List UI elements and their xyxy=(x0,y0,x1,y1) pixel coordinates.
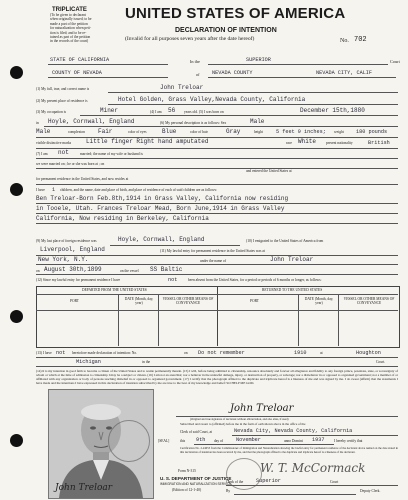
sex-value: Male xyxy=(250,118,265,125)
married-value: not xyxy=(58,149,69,156)
residence-label: (2) My present place of residence is xyxy=(36,99,88,103)
birth-date: December 15th,1880 xyxy=(300,107,365,114)
instruction-line: (To be given to declarant xyxy=(50,13,86,17)
venue-at: NEVADA COUNTY xyxy=(212,70,253,76)
entry-date: August 30th,1899 xyxy=(44,266,102,273)
certify-label: I hereby certify that xyxy=(334,439,363,443)
rule xyxy=(48,77,168,78)
venue-city: NEVADA CITY, CALIF xyxy=(316,70,373,76)
seal-stamp xyxy=(108,420,150,462)
departed-header: DEPARTED FROM THE UNITED STATES xyxy=(82,288,147,292)
venue-court-label: Court xyxy=(390,59,400,64)
travel-table xyxy=(36,286,400,348)
sex-value-repeat: Male xyxy=(36,128,51,135)
complexion-value: Fair xyxy=(98,128,113,135)
rule xyxy=(36,310,398,311)
eyes-value: Blue xyxy=(162,128,177,135)
clerk-of-label: Clerk of the xyxy=(226,480,244,484)
married-label: (7) I am xyxy=(36,152,48,156)
birth-place-label: in xyxy=(36,121,39,125)
table-col-divider xyxy=(118,294,119,346)
entered-label: and entered the United States at xyxy=(246,169,292,173)
binder-hole xyxy=(10,310,23,323)
residence-value: Hotel Golden, Grass Valley,Nevada County, California xyxy=(118,96,306,103)
children-line: California, Now residing in Berkeley, California xyxy=(36,215,209,222)
absent-suffix: been absent from the United States, for a period or periods of 6 months or longer, as follows: xyxy=(188,278,322,282)
rule xyxy=(36,264,398,265)
eyes-label: color of eyes xyxy=(128,130,147,134)
rule xyxy=(208,64,388,65)
validity-note: (Invalid for all purposes seven years after the date hereof) xyxy=(125,36,255,42)
sex-label: (6) My personal description is as follows: Sex xyxy=(160,121,227,125)
venue-county: COUNTY OF NEVADA xyxy=(52,70,102,76)
year-value: 1937 xyxy=(312,437,325,443)
service-name: IMMIGRATION AND NATURALIZATION SERVICE xyxy=(160,482,232,486)
oath-paragraph: (14) It is my intention in good faith to become a citizen of the United States and to reside permanently therein. (15) I will, before being admitted to citizenship, renounce absolutely and forever all allegiance and fidelity to any foreign prince, potentate, state, or sovereignty of whom or which at the time of admission to citizenship I may be a subject or citizen. (16) I am not an anarchist; nor a believer in the unlawful damage, injury, or destruction of property, or sabotage; nor a disbeliever in or opposed to organized government; nor a member of or affiliated with any organization or body of persons teaching disbelief in or opposed to organized government. (17) I certify that the photograph affixed to the duplicate and triplicate hereof is a likeness of me and was signed by me. I do swear (affirm) that the statements I have made and the intentions I have expressed in this declaration of intention subscribed by me are true to the best of my knowledge and belief: SO HELP ME GOD. xyxy=(36,369,398,386)
rule xyxy=(36,148,398,149)
venue-court: SUPERIOR xyxy=(246,57,271,63)
emigrated-label: (10) I emigrated to the United States of America from xyxy=(246,239,324,243)
prior-place: Houghton xyxy=(356,350,381,356)
prior-value: not xyxy=(56,350,66,356)
emigrated-from: Liverpool, England xyxy=(40,246,105,253)
rule xyxy=(36,203,398,204)
month-value: November xyxy=(236,437,261,443)
photo-signature: John Treloar xyxy=(55,483,113,493)
lawful-entry-label: (11) My lawful entry for permanent residence in the United States was at xyxy=(160,249,265,253)
height-value: 5 feet 9 inches; xyxy=(276,129,326,135)
binder-hole xyxy=(10,434,23,447)
marks-value: Little finger Right hand amputated xyxy=(86,138,209,145)
col-vessel: VESSEL OR OTHER MEANS OF CONVEYANCE xyxy=(343,297,395,305)
age-value: 56 xyxy=(168,107,176,114)
name-label: (1) My full, true, and correct name is xyxy=(36,87,90,91)
edition-note: (Edition of 12-1-40) xyxy=(172,488,202,492)
col-date: DATE (Month, day, year) xyxy=(124,297,154,305)
subscribed-text: Subscribed and sworn to (affirmed) before me in the form of oath shown above in the office of the xyxy=(180,422,306,426)
venue-in-the-label: In the xyxy=(190,59,200,64)
last-residence-label: (9) My last place of foreign residence was xyxy=(36,239,97,243)
prior-label: (13) I have xyxy=(36,351,52,355)
court-word: Court xyxy=(330,480,339,484)
table-divider xyxy=(217,286,218,346)
venue-of-label: of xyxy=(196,72,200,77)
rule xyxy=(36,184,398,185)
occupation-label: (3) My occupation is xyxy=(36,110,67,114)
instruction-line: made a part of the petition xyxy=(50,21,88,26)
rule xyxy=(36,255,398,256)
rule xyxy=(232,435,398,436)
instruction-line: in the records of the court) xyxy=(50,39,89,44)
absent-label: (12) Since my lawful entry for permanent residence I have xyxy=(36,278,121,282)
rule xyxy=(234,494,356,495)
rule xyxy=(110,245,240,246)
clerk-court-value: Superior xyxy=(256,478,281,484)
vessel-label: on the vessel xyxy=(120,269,139,273)
form-number: Form N-315 xyxy=(178,469,196,473)
anno-label: anno Domini xyxy=(284,439,303,443)
binder-hole xyxy=(10,66,23,79)
prior-date: Do not remember xyxy=(198,350,245,356)
day-of-label: day of xyxy=(214,439,224,443)
vessel-value: SS Baltic xyxy=(150,266,183,273)
rule xyxy=(36,158,398,159)
entry-name-label: under the name of xyxy=(200,259,227,263)
returned-header: RETURNED TO THE UNITED STATES xyxy=(262,288,323,292)
nationality-value: British xyxy=(368,140,390,146)
lawful-entry-at: New York, N.Y. xyxy=(38,256,89,263)
declarant-signature: John Treloar xyxy=(230,403,294,414)
binder-hole xyxy=(10,183,23,196)
married-rest: we were married on ; he or she was born at ; on xyxy=(36,162,105,166)
age-suffix: years old. (5) I was born on xyxy=(184,110,224,114)
rule xyxy=(36,168,398,169)
rule xyxy=(36,366,398,367)
col-port: PORT xyxy=(70,299,79,303)
document-subtitle: DECLARATION OF INTENTION xyxy=(175,27,277,34)
by-label: By xyxy=(226,489,231,493)
nationality-label: present nationality xyxy=(326,141,353,145)
clerk-at-value: Nevada City, Nevada County, California xyxy=(234,428,353,434)
age-label: (4) I am xyxy=(150,110,162,114)
instruction-line: when originally issued; to be xyxy=(50,17,92,22)
rule xyxy=(208,77,396,78)
col-vessel: VESSEL OR OTHER MEANS OF CONVEYANCE xyxy=(162,297,214,305)
prior-state: Michigan xyxy=(76,359,101,365)
instruction-line: tion is filed; and to be re- xyxy=(50,30,87,35)
children-line: Ben Treloar-Born Feb.8th,1914 in Grass Valley, California now residing xyxy=(36,195,289,202)
table-col-divider xyxy=(298,294,299,346)
number-label: No. xyxy=(340,38,349,44)
rule xyxy=(36,274,398,275)
document-title: UNITED STATES OF AMERICA xyxy=(125,5,346,22)
col-port: PORT xyxy=(250,299,259,303)
weight-label: weight xyxy=(334,130,344,134)
rule xyxy=(108,92,398,93)
race-label: race xyxy=(286,141,292,145)
birth-place: Hoyle, Cornwall, England xyxy=(48,118,135,125)
rule xyxy=(36,213,398,214)
certification-text: Certification No. 2-24053 from the Commissioner of Immigration and Naturalization showing the lawful entry for permanent residence of the declarant above named on the date stated in this declaration of intention has been received by me, and that the photograph affixed to the duplicate and triplicate hereof is a likeness of the declarant. xyxy=(180,446,398,454)
rule xyxy=(108,104,398,105)
last-residence-value: Hoyle, Cornwall, England xyxy=(118,236,205,243)
deputy-label: Deputy Clerk. xyxy=(360,489,381,493)
hair-value: Gray xyxy=(226,128,241,135)
rule xyxy=(48,64,168,65)
this-label: this xyxy=(180,439,186,443)
department-name: U. S. DEPARTMENT OF JUSTICE xyxy=(160,476,232,481)
rule xyxy=(36,294,398,295)
children-line: in Tooele, Utah. Frances Treloar Mead, Born June,1914 in Grass Valley xyxy=(36,205,285,212)
prior-in-the: in the xyxy=(142,360,151,364)
hair-label: color of hair xyxy=(190,130,208,134)
resided-label: for permanent residence in the United States, and now resides at xyxy=(36,177,129,181)
absent-value: not xyxy=(168,277,178,283)
complexion-label: complexion xyxy=(68,130,85,134)
instruction-line: tained as part of the petition xyxy=(50,34,91,39)
prior-suffix: heretofore made declaration of intention: No. xyxy=(72,351,138,355)
prior-year: 1910 xyxy=(294,350,307,356)
rule xyxy=(36,357,398,358)
declarant-name: John Treloar xyxy=(160,84,204,91)
entry-name: John Treloar xyxy=(270,256,314,263)
children-count: 1 xyxy=(52,187,56,193)
marks-label: visible distinctive marks xyxy=(36,141,72,145)
day-value: 9th xyxy=(196,437,206,443)
height-label: height xyxy=(254,130,263,134)
weight-value: 180 pounds xyxy=(356,129,388,135)
signature-caption: (Original and true signature of declarant without abbreviation, and also alias, if used) xyxy=(190,417,289,421)
declaration-number: 702 xyxy=(354,36,367,44)
instruction-line: for naturalization when peti- xyxy=(50,26,92,31)
table-col-divider xyxy=(158,294,159,346)
clerk-signature: W. T. McCormack xyxy=(260,461,366,475)
occupation-value: Miner xyxy=(100,107,119,114)
rule xyxy=(194,444,334,445)
instructions-block xyxy=(50,14,92,44)
col-date: DATE (Month, day, year) xyxy=(304,297,334,305)
clerk-at-label: Clerk of said Court, at xyxy=(180,430,213,434)
prior-at: at xyxy=(320,351,323,355)
rule xyxy=(226,485,398,486)
venue-state: STATE OF CALIFORNIA xyxy=(50,57,110,63)
rule xyxy=(44,126,398,127)
married-suffix: married; the name of my wife or husband is xyxy=(80,152,143,156)
entry-date-label: on xyxy=(36,269,40,273)
children-label: I have xyxy=(36,188,45,192)
children-suffix: children, and the name, date and place of birth, and place of residence of each of said children are as follows: xyxy=(60,188,217,192)
rule xyxy=(36,223,398,224)
table-col-divider xyxy=(338,294,339,346)
race-value: White xyxy=(298,138,317,145)
prior-court: Court. xyxy=(376,360,386,364)
triplicate-label: TRIPLICATE xyxy=(52,7,87,13)
seal-label: [SEAL] xyxy=(158,439,170,443)
prior-on: on xyxy=(184,351,188,355)
rule xyxy=(80,115,398,116)
